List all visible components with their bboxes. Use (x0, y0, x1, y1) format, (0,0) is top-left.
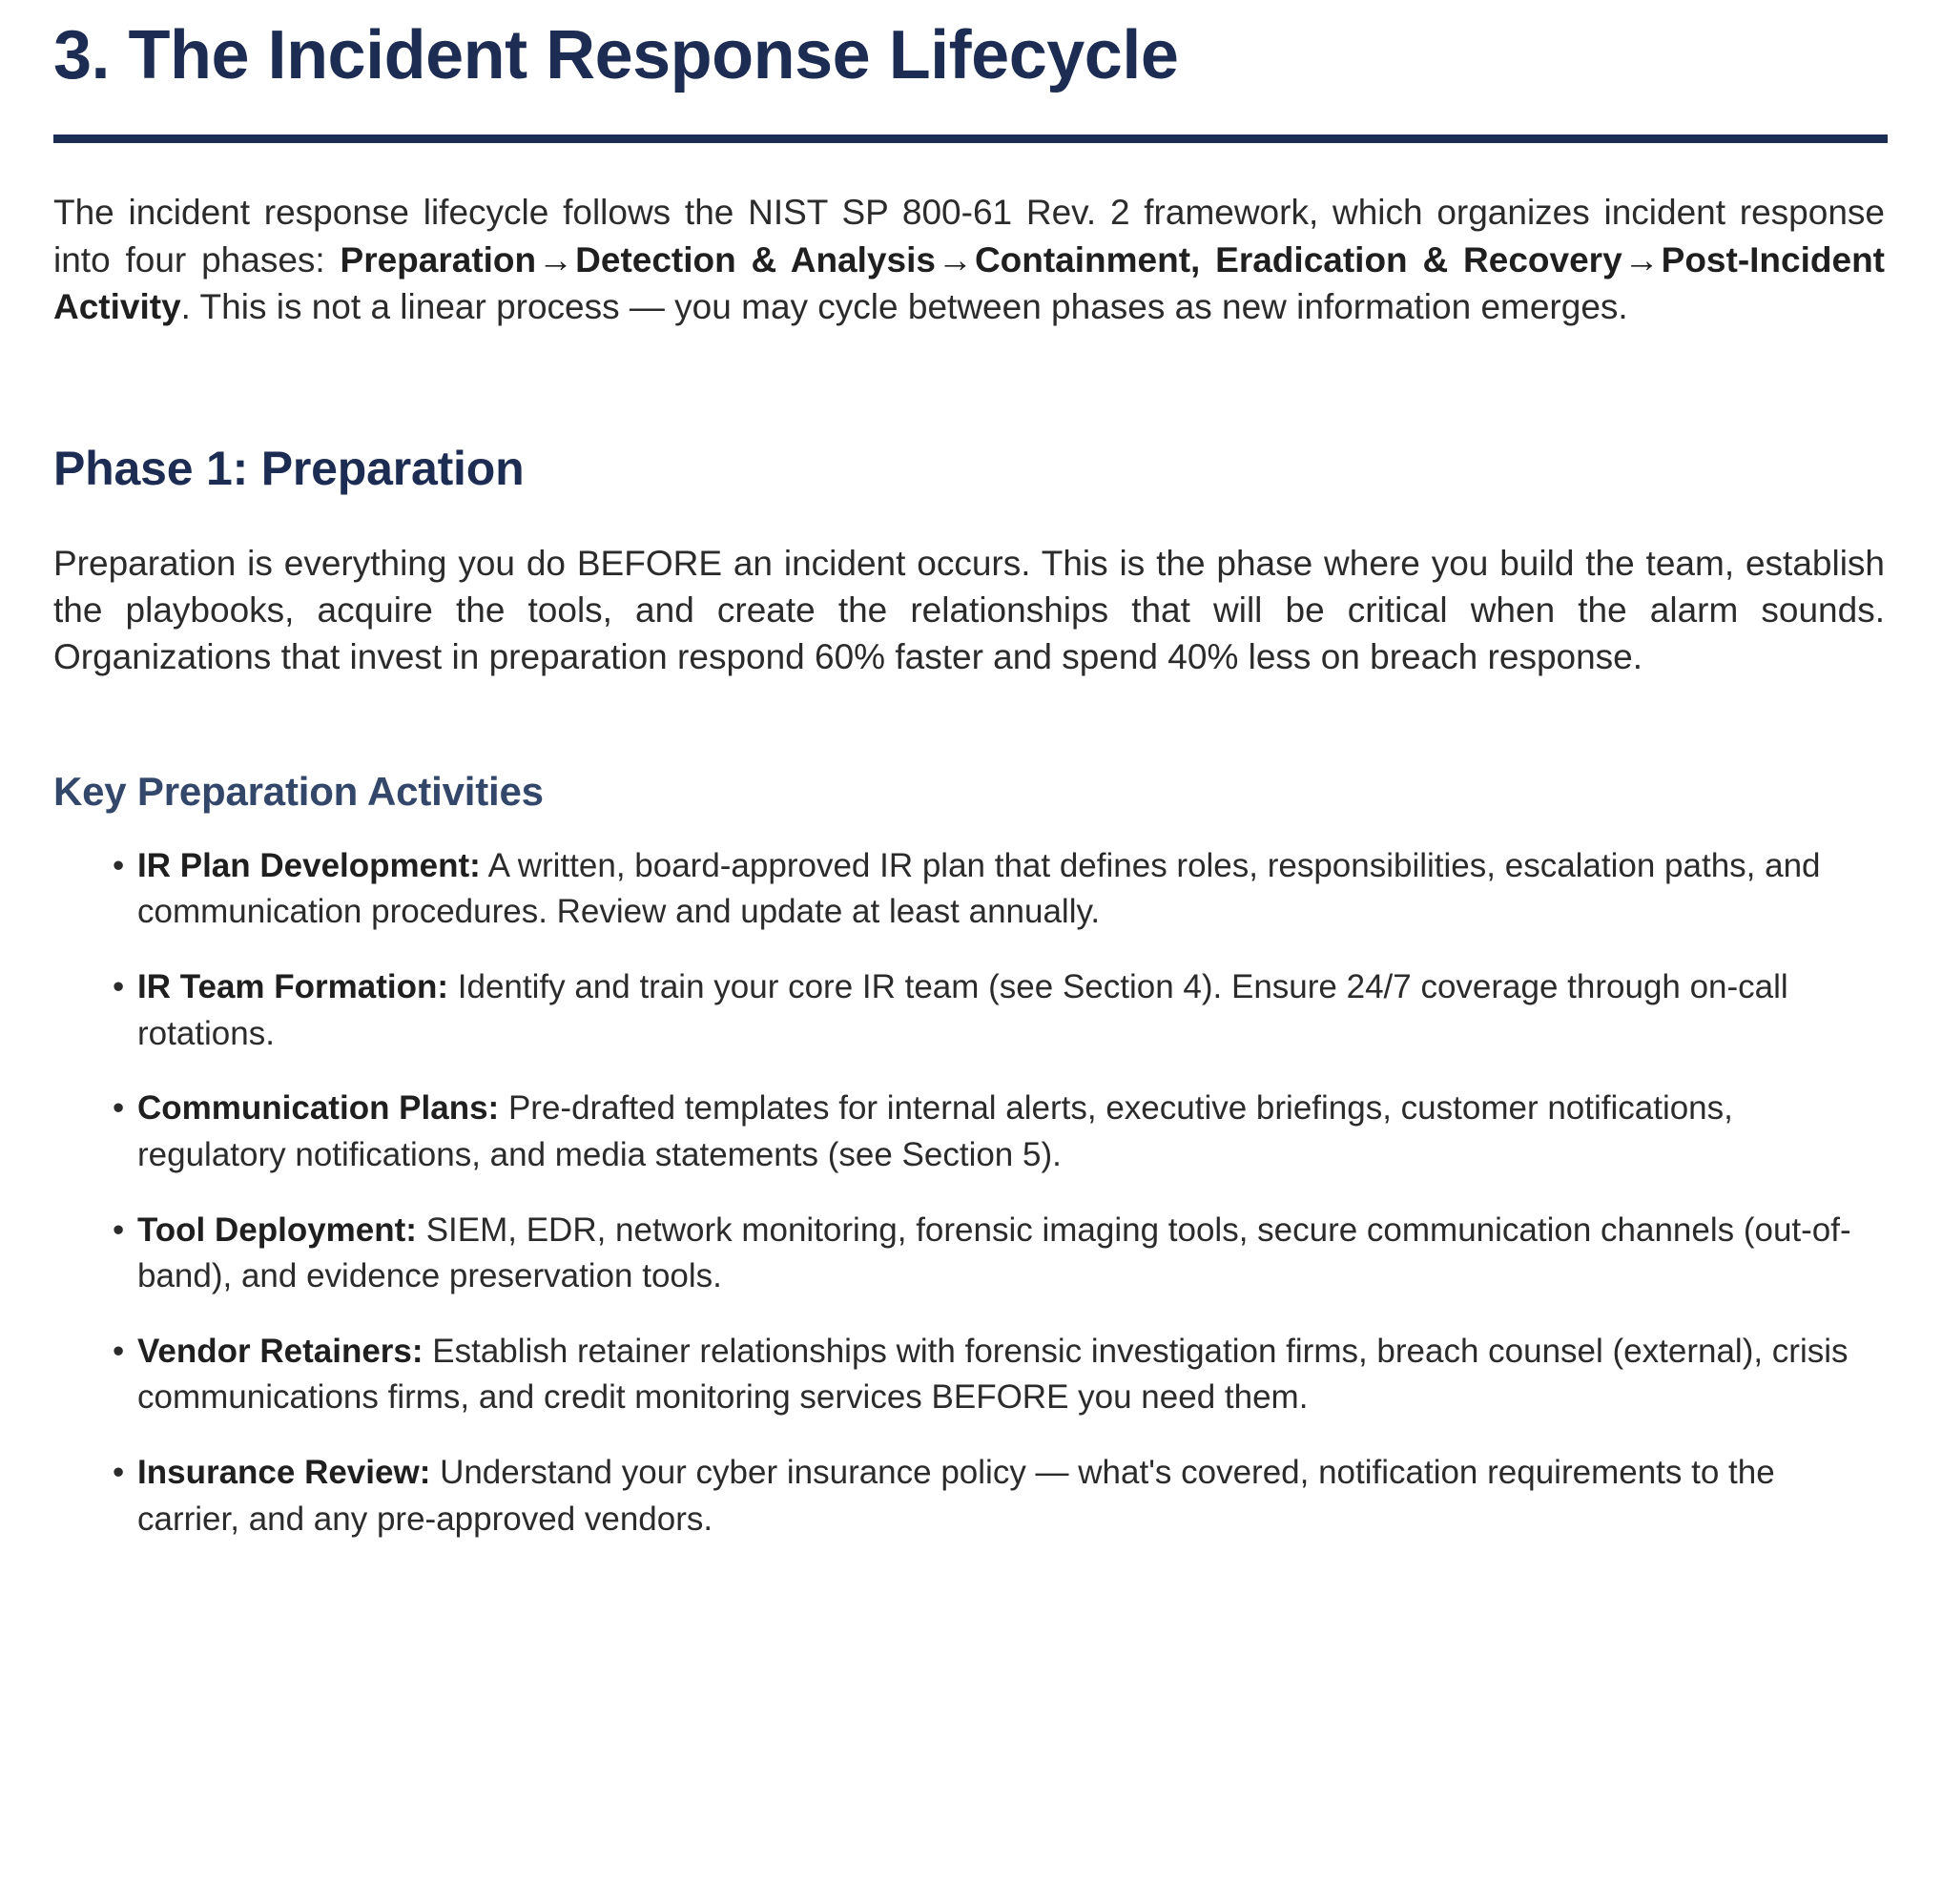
list-item-text: Pre-drafted templates for internal alerts, executive briefings, customer notifications, regulatory notifications, and media statements (see Section 5). (137, 1089, 1733, 1173)
list-item-text: Understand your cyber insurance policy — what's covered, notification requirements to the carrier, and any pre-approved vendors. (137, 1454, 1775, 1538)
list-item-lead: Tool Deployment: (137, 1211, 417, 1249)
bullet-icon: • (113, 846, 125, 884)
page-bottom-fade (0, 1589, 1942, 1904)
list-item (53, 1329, 1883, 1421)
bullet-icon: • (113, 1211, 125, 1249)
key-preparation-activities-list (53, 815, 1885, 1543)
bullet-icon: • (113, 1089, 125, 1128)
intro-paragraph (53, 143, 1885, 330)
arrow-icon-1: → (538, 239, 574, 279)
list-item-text: A written, board-approved IR plan that defines roles, responsibilities, escalation paths, and communication procedures. Review and update at least annually. (137, 846, 1821, 931)
list-item-lead: Vendor Retainers: (137, 1332, 424, 1370)
bullet-icon: • (113, 967, 125, 1005)
list-item (53, 843, 1883, 936)
list-item (53, 964, 1883, 1057)
list-item-text: SIEM, EDR, network monitoring, forensic imaging tools, secure communication channels (out-of-band), and evidence preservation tools. (137, 1211, 1851, 1295)
list-item (53, 1086, 1883, 1178)
bullet-icon: • (113, 1332, 125, 1370)
list-item-text: Establish retainer relationships with forensic investigation firms, breach counsel (external), crisis communications firms, and credit monitoring services BEFORE you need them. (137, 1332, 1849, 1417)
list-item (53, 1208, 1883, 1300)
list-item-lead: IR Plan Development: (137, 846, 481, 884)
phase-1-heading: Phase 1: Preparation (53, 442, 525, 496)
intro-text-part1: The incident response lifecycle follows the NIST SP 800-61 Rev. 2 framework, which organizes incident response into four phases: (53, 193, 1885, 279)
arrow-icon-3: → (1623, 239, 1660, 279)
list-item (53, 1450, 1883, 1542)
intro-text-part2: . This is not a linear process — you may cycle between phases as new information emerges. (180, 286, 1628, 326)
phase-label-containment-eradication-recovery: Containment, Eradication & Recovery (974, 239, 1622, 279)
phase-1-body-paragraph: Preparation is everything you do BEFORE an incident occurs. This is the phase where you build the team, establish the playbooks, acquire the tools, and create the relationships that will be critical when the alarm sounds. Organizations that invest in preparation respond 60% faster and spend 40% less on breach response. (53, 544, 1885, 677)
list-item-text: Identify and train your core IR team (see Section 4). Ensure 24/7 coverage through on-call rotations. (137, 967, 1788, 1052)
list-item-lead: Communication Plans: (137, 1089, 500, 1128)
phase-label-post-incident-activity: Post-Incident Activity (53, 239, 1885, 326)
title-divider (53, 135, 1888, 143)
list-item-lead: IR Team Formation: (137, 967, 449, 1005)
page-title: 3. The Incident Response Lifecycle (53, 17, 1179, 93)
list-item-lead: Insurance Review: (137, 1454, 431, 1492)
phase-label-detection-analysis: Detection & Analysis (575, 239, 936, 279)
arrow-icon-2: → (937, 239, 973, 279)
bullet-icon: • (113, 1454, 125, 1492)
key-preparation-activities-heading: Key Preparation Activities (53, 768, 544, 814)
phase-label-preparation: Preparation (340, 239, 537, 279)
